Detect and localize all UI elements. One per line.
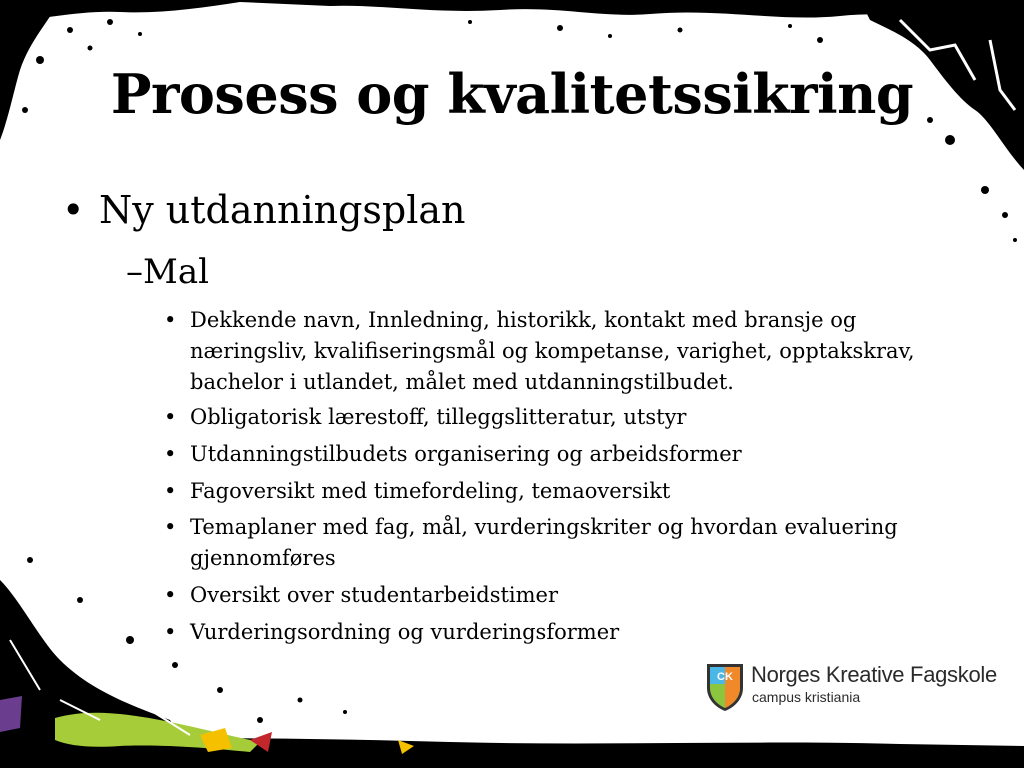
logo-subtitle: campus kristiania (752, 689, 861, 705)
shield-logo-icon (705, 660, 745, 712)
list-item-text: Obligatorisk lærestoff, tilleggslitteratur, utstyr (190, 405, 687, 429)
bullet-marker: • (164, 515, 177, 539)
list-item-text: Oversikt over studentarbeidstimer (190, 583, 559, 607)
bullet-level1-text: Ny utdanningsplan (99, 188, 466, 232)
bullet-marker: • (164, 442, 177, 466)
bullet-marker: • (164, 583, 177, 607)
list-item-text: Vurderingsordning og vurderingsformer (190, 620, 620, 644)
dash-marker: – (126, 252, 143, 292)
bullet-marker: • (62, 188, 85, 232)
bullet-level2 (126, 252, 209, 292)
list-item-text: Temaplaner med fag, mål, vurderingskriter og hvordan evaluering gjennomføres (190, 515, 898, 570)
slide-title: Prosess og kvalitetssikring (110, 62, 914, 126)
list-item (160, 617, 950, 648)
list-item-text: Dekkende navn, Innledning, historikk, kontakt med bransje og næringsliv, kvalifiseringsmål og kompetanse, varighet, opptakskrav, bachelor i utlandet, målet med utdanningstilbudet. (190, 308, 915, 394)
bullet-level2-text: Mal (143, 252, 209, 292)
bullet-marker: • (164, 479, 177, 503)
list-item (160, 305, 950, 398)
list-item (160, 580, 950, 611)
school-logo (705, 658, 995, 714)
list-item (160, 439, 950, 470)
list-item (160, 476, 950, 507)
list-item (160, 512, 950, 574)
bullet-marker: • (164, 620, 177, 644)
list-item (160, 402, 950, 433)
bullet-marker: • (164, 405, 177, 429)
logo-name: Norges Kreative Fagskole (751, 662, 997, 687)
bullet-marker: • (164, 308, 177, 332)
list-item-text: Fagoversikt med timefordeling, temaoversikt (190, 479, 671, 503)
list-item-text: Utdanningstilbudets organisering og arbeidsformer (190, 442, 742, 466)
logo-icon-letters: CK (717, 671, 733, 683)
